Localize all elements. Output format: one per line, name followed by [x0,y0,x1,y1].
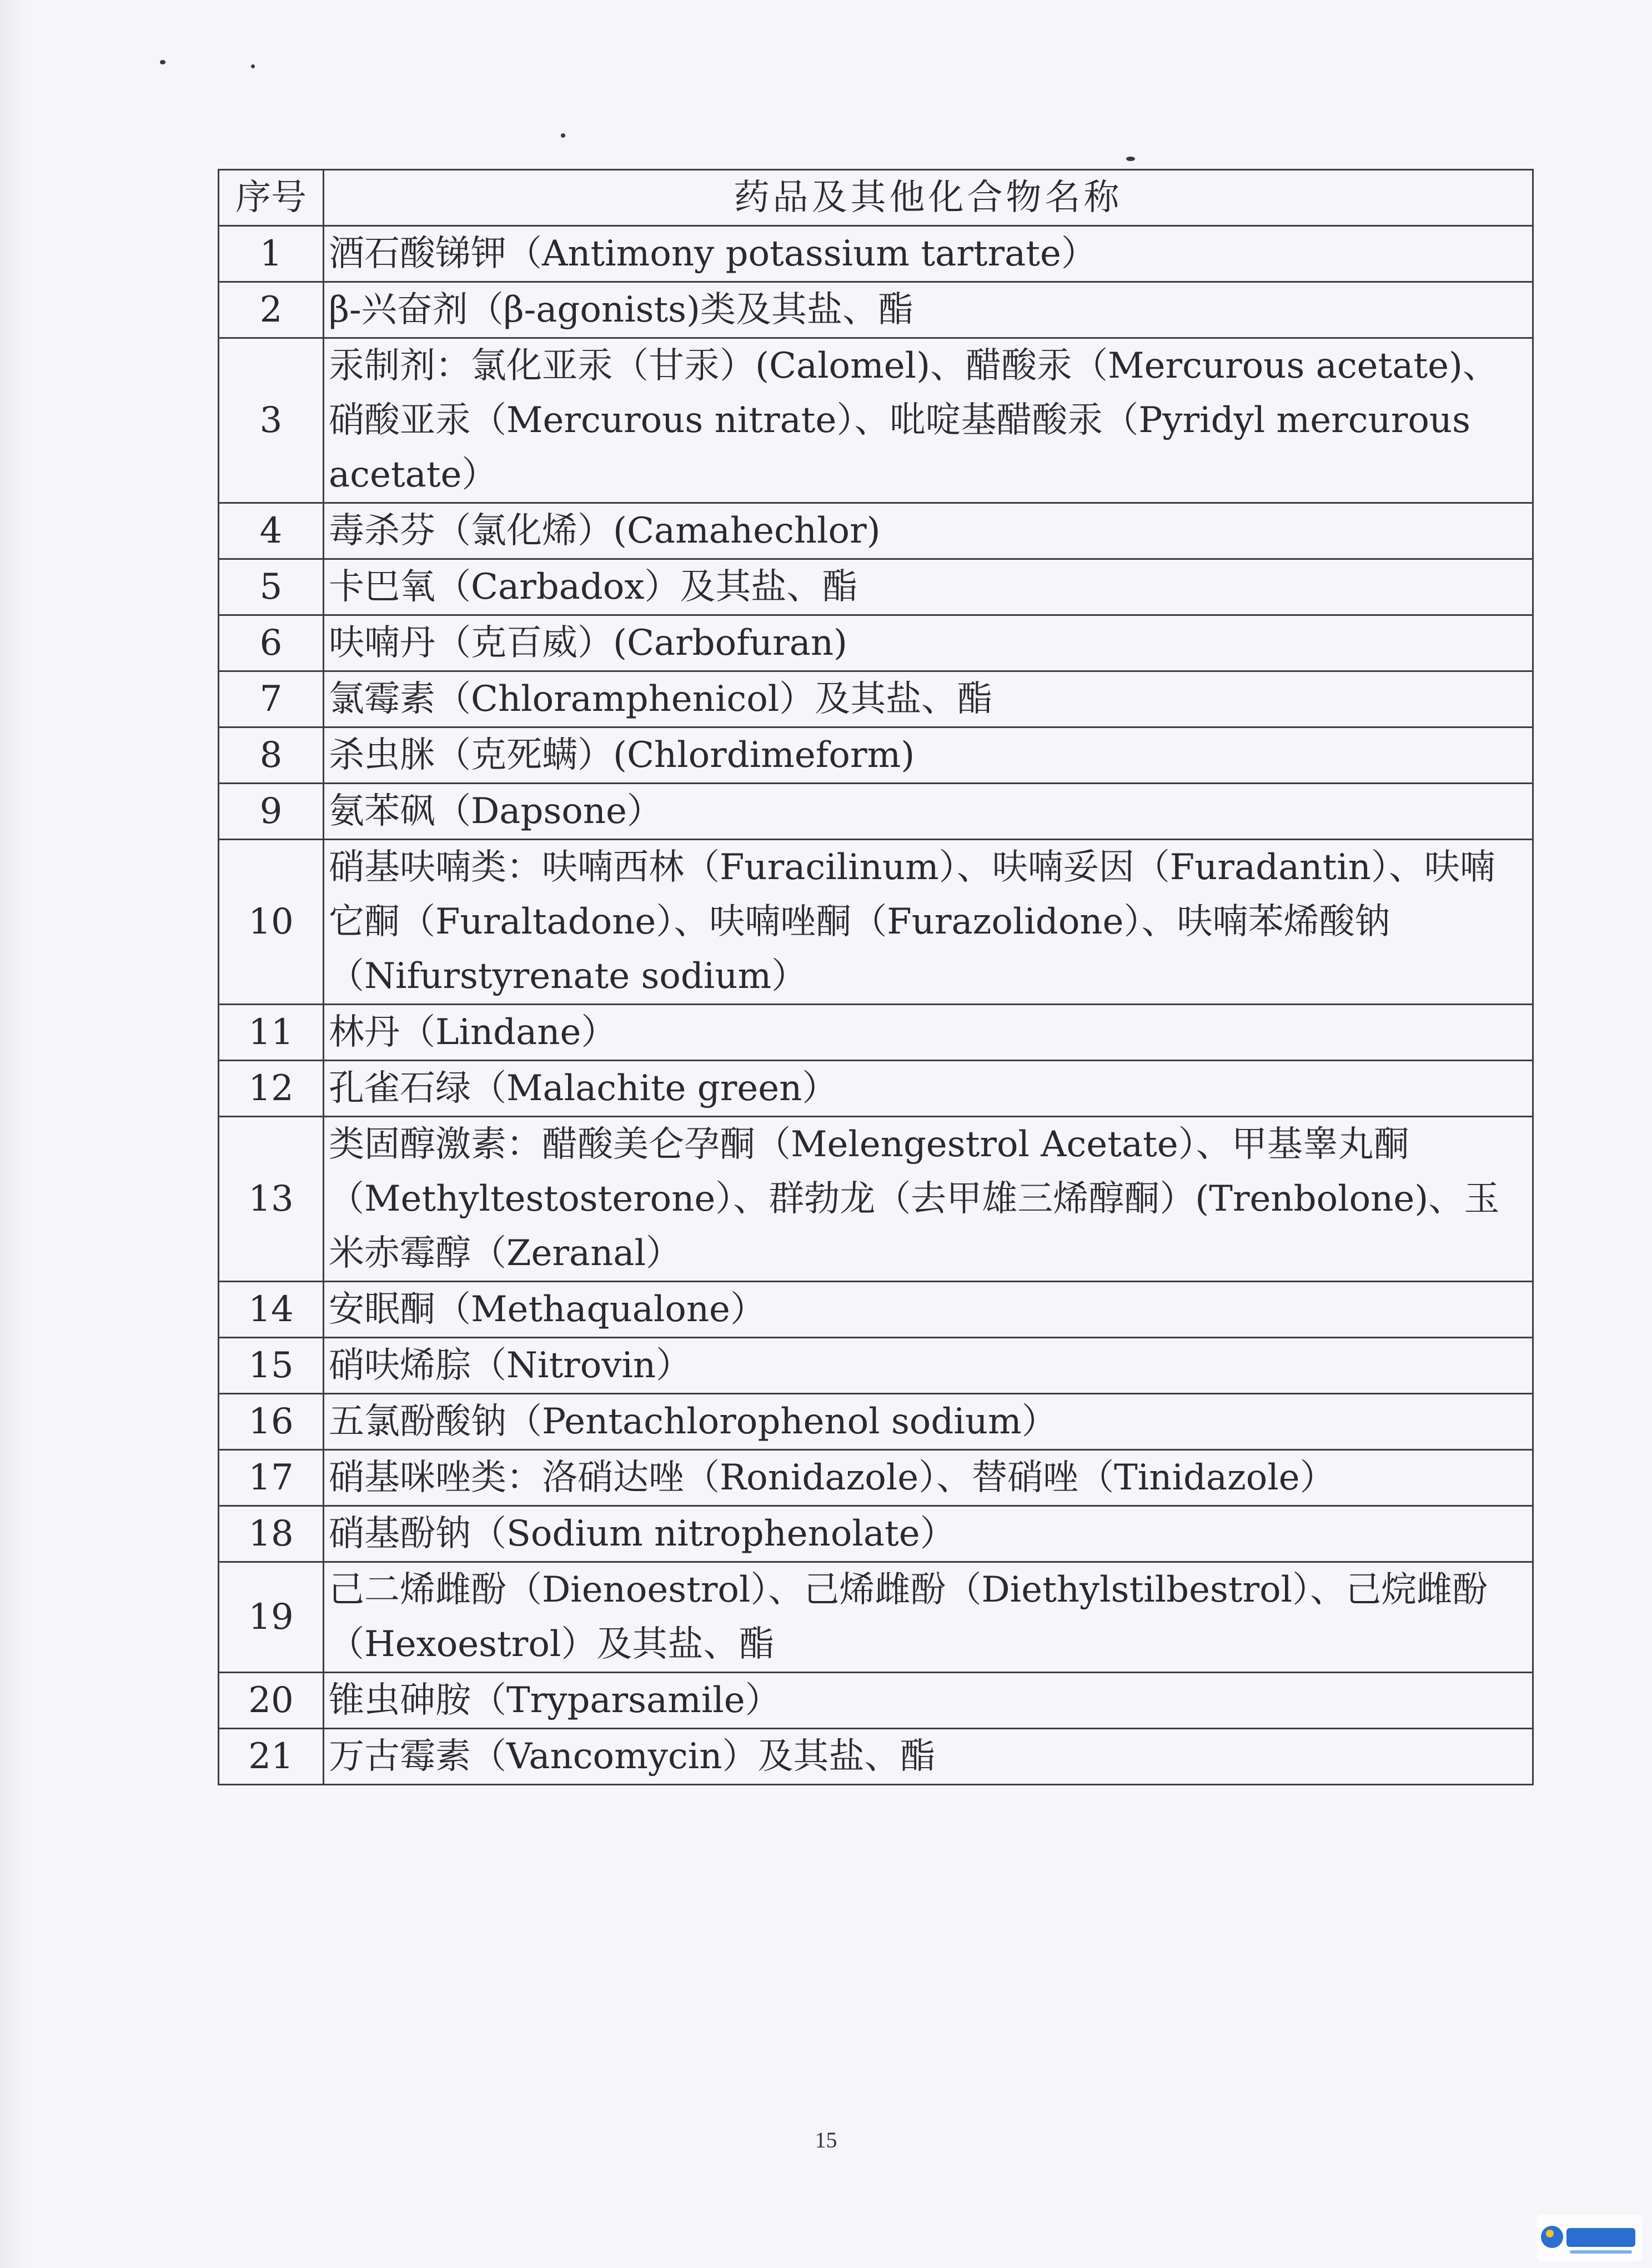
row-compound-name: 己二烯雌酚（Dienoestrol）、己烯雌酚（Diethylstilbestrol）、己烷雌酚（Hexoestrol）及其盐、酯 [324,1562,1533,1673]
row-number: 17 [219,1450,324,1506]
row-compound-name: 五氯酚酸钠（Pentachlorophenol sodium） [324,1394,1533,1450]
row-number: 19 [219,1562,324,1673]
row-number: 16 [219,1394,324,1450]
row-compound-name: 硝基咪唑类：洛硝达唑（Ronidazole）、替硝唑（Tinidazole） [324,1450,1533,1506]
row-compound-name: 汞制剂：氯化亚汞（甘汞）(Calomel)、醋酸汞（Mercurous acetate)、硝酸亚汞（Mercurous nitrate）、吡啶基醋酸汞（Pyridyl mercurous acetate） [324,338,1533,503]
row-number: 20 [219,1673,324,1729]
table-row [219,840,1533,1005]
table-row [219,1282,1533,1338]
row-number: 12 [219,1061,324,1117]
scan-speck [251,64,255,68]
row-compound-name: 毒杀芬（氯化烯）(Camahechlor) [324,503,1533,559]
table-row [219,559,1533,615]
row-number: 4 [219,503,324,559]
row-compound-name: 卡巴氧（Carbadox）及其盐、酯 [324,559,1533,615]
scan-speck [160,60,165,64]
table-row [219,615,1533,671]
row-compound-name: 氨苯砜（Dapsone） [324,784,1533,840]
table-row [219,727,1533,784]
row-number: 18 [219,1506,324,1562]
table-row [219,1562,1533,1673]
row-number: 6 [219,615,324,671]
row-compound-name: 孔雀石绿（Malachite green） [324,1061,1533,1117]
row-compound-name: 锥虫砷胺（Tryparsamile） [324,1673,1533,1729]
row-compound-name: 酒石酸锑钾（Antimony potassium tartrate） [324,226,1533,282]
row-compound-name: 氯霉素（Chloramphenicol）及其盐、酯 [324,671,1533,727]
table-row [219,503,1533,559]
table-row [219,1506,1533,1562]
page-number: 15 [815,2127,837,2152]
table-row [219,1117,1533,1282]
table-row [219,784,1533,840]
community-logo-watermark [1536,2215,1642,2261]
row-compound-name: 万古霉素（Vancomycin）及其盐、酯 [324,1729,1533,1785]
row-number: 5 [219,559,324,615]
table-header-row [219,170,1533,226]
row-number: 3 [219,338,324,503]
row-number: 9 [219,784,324,840]
row-number: 13 [219,1117,324,1282]
scan-speck [561,133,565,138]
row-number: 21 [219,1729,324,1785]
row-compound-name: 杀虫脒（克死螨）(Chlordimeform) [324,727,1533,784]
table-row [219,1061,1533,1117]
row-number: 2 [219,282,324,338]
row-compound-name: 林丹（Lindane） [324,1005,1533,1061]
row-compound-name: 硝基呋喃类：呋喃西林（Furacilinum）、呋喃妥因（Furadantin）、呋喃它酮（Furaltadone）、呋喃唑酮（Furazolidone）、呋喃苯烯酸钠（Nifurstyrenate sodium） [324,840,1533,1005]
row-compound-name: 硝基酚钠（Sodium nitrophenolate） [324,1506,1533,1562]
row-compound-name: 类固醇激素：醋酸美仑孕酮（Melengestrol Acetate）、甲基睾丸酮（Methyltestosterone）、群勃龙（去甲雄三烯醇酮）(Trenbolone)、玉米赤霉醇（Zeranal） [324,1117,1533,1282]
page-edge-shadow [0,0,27,2268]
row-compound-name: 安眠酮（Methaqualone） [324,1282,1533,1338]
table-row [219,1005,1533,1061]
scan-speck [1126,157,1135,161]
table-row [219,338,1533,503]
row-number: 1 [219,226,324,282]
table-row [219,1394,1533,1450]
row-compound-name: β-兴奋剂（β-agonists)类及其盐、酯 [324,282,1533,338]
row-number: 7 [219,671,324,727]
header-name: 药品及其他化合物名称 [324,170,1533,226]
row-number: 14 [219,1282,324,1338]
row-number: 10 [219,840,324,1005]
row-number: 8 [219,727,324,784]
row-compound-name: 呋喃丹（克百威）(Carbofuran) [324,615,1533,671]
row-number: 11 [219,1005,324,1061]
header-number: 序号 [219,170,324,226]
table-row [219,671,1533,727]
row-compound-name: 硝呋烯腙（Nitrovin） [324,1338,1533,1394]
row-number: 15 [219,1338,324,1394]
table-row [219,226,1533,282]
table-row [219,1450,1533,1506]
table-row [219,1729,1533,1785]
table-row [219,282,1533,338]
drug-table [218,169,1534,1785]
table-row [219,1338,1533,1394]
table-row [219,1673,1533,1729]
